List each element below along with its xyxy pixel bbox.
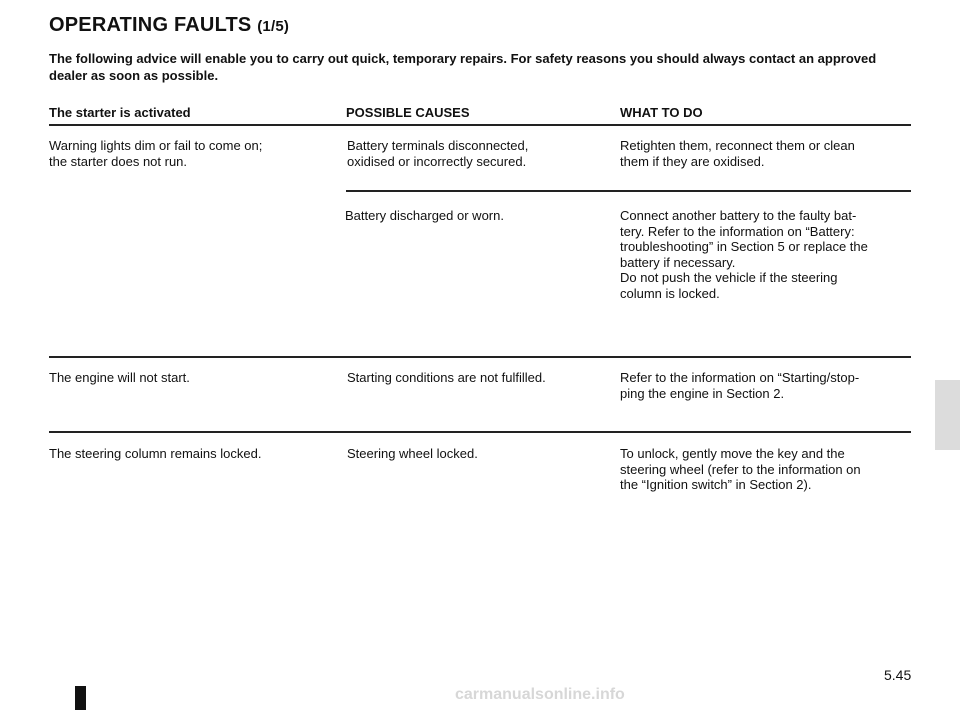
cell-line: battery if necessary. bbox=[620, 254, 736, 270]
page-number: 5.45 bbox=[884, 667, 912, 683]
action-cell bbox=[620, 208, 911, 301]
cell-line: Refer to the information on “Starting/stop- bbox=[620, 370, 860, 385]
cell-line: Battery discharged or worn. bbox=[345, 208, 504, 223]
cell-line: oxidised or incorrectly secured. bbox=[347, 153, 527, 169]
symptom-cell bbox=[49, 446, 329, 462]
cell-line: ping the engine in Section 2. bbox=[620, 385, 785, 401]
action-cell bbox=[620, 370, 911, 401]
cell-line: tery. Refer to the information on “Battery: bbox=[620, 223, 855, 239]
cell-line: them if they are oxidised. bbox=[620, 153, 765, 169]
cause-cell bbox=[347, 138, 583, 169]
cell-line: the starter does not run. bbox=[49, 153, 188, 169]
intro-paragraph: The following advice will enable you to carry out quick, temporary repairs. For safety reasons you should always contact an approved dealer as soon as possible. bbox=[49, 51, 877, 83]
header-divider bbox=[49, 124, 911, 126]
page-title bbox=[49, 14, 289, 37]
symptom-cell bbox=[49, 370, 313, 386]
cell-line: Do not push the vehicle if the steering bbox=[620, 270, 838, 285]
cell-line: the “Ignition switch” in Section 2). bbox=[620, 477, 812, 492]
cell-line: Warning lights dim or fail to come on; bbox=[49, 138, 263, 153]
cell-line: troubleshooting” in Section 5 or replace the bbox=[620, 239, 868, 254]
section-tab bbox=[935, 380, 960, 450]
cell-line: Starting conditions are not fulfilled. bbox=[347, 370, 546, 385]
title-part: (1/5) bbox=[257, 18, 290, 35]
page-edge-mark bbox=[75, 686, 86, 710]
symptom-cell bbox=[49, 138, 313, 169]
cell-line: The engine will not start. bbox=[49, 370, 190, 385]
cell-line: Battery terminals disconnected, bbox=[347, 138, 529, 153]
action-cell bbox=[620, 446, 911, 493]
cause-cell bbox=[347, 446, 587, 462]
cause-cell bbox=[347, 370, 587, 386]
row-divider bbox=[49, 356, 911, 358]
cell-line: Retighten them, reconnect them or clean bbox=[620, 138, 855, 153]
action-cell bbox=[620, 138, 911, 169]
cell-line: Steering wheel locked. bbox=[347, 446, 478, 461]
title-text: OPERATING FAULTS bbox=[49, 14, 252, 36]
column-header-causes: POSSIBLE CAUSES bbox=[346, 105, 470, 120]
cause-cell bbox=[345, 208, 585, 224]
cell-line: To unlock, gently move the key and the bbox=[620, 446, 845, 461]
row-divider bbox=[49, 431, 911, 433]
cell-line: Connect another battery to the faulty bat- bbox=[620, 208, 857, 223]
column-header-symptom: The starter is activated bbox=[49, 105, 191, 120]
row-divider bbox=[346, 190, 911, 192]
cell-line: column is locked. bbox=[620, 285, 720, 301]
cell-line: The steering column remains locked. bbox=[49, 446, 262, 461]
column-header-action: WHAT TO DO bbox=[620, 105, 703, 120]
cell-line: steering wheel (refer to the information on bbox=[620, 461, 861, 477]
watermark: carmanualsonline.info bbox=[455, 686, 625, 703]
